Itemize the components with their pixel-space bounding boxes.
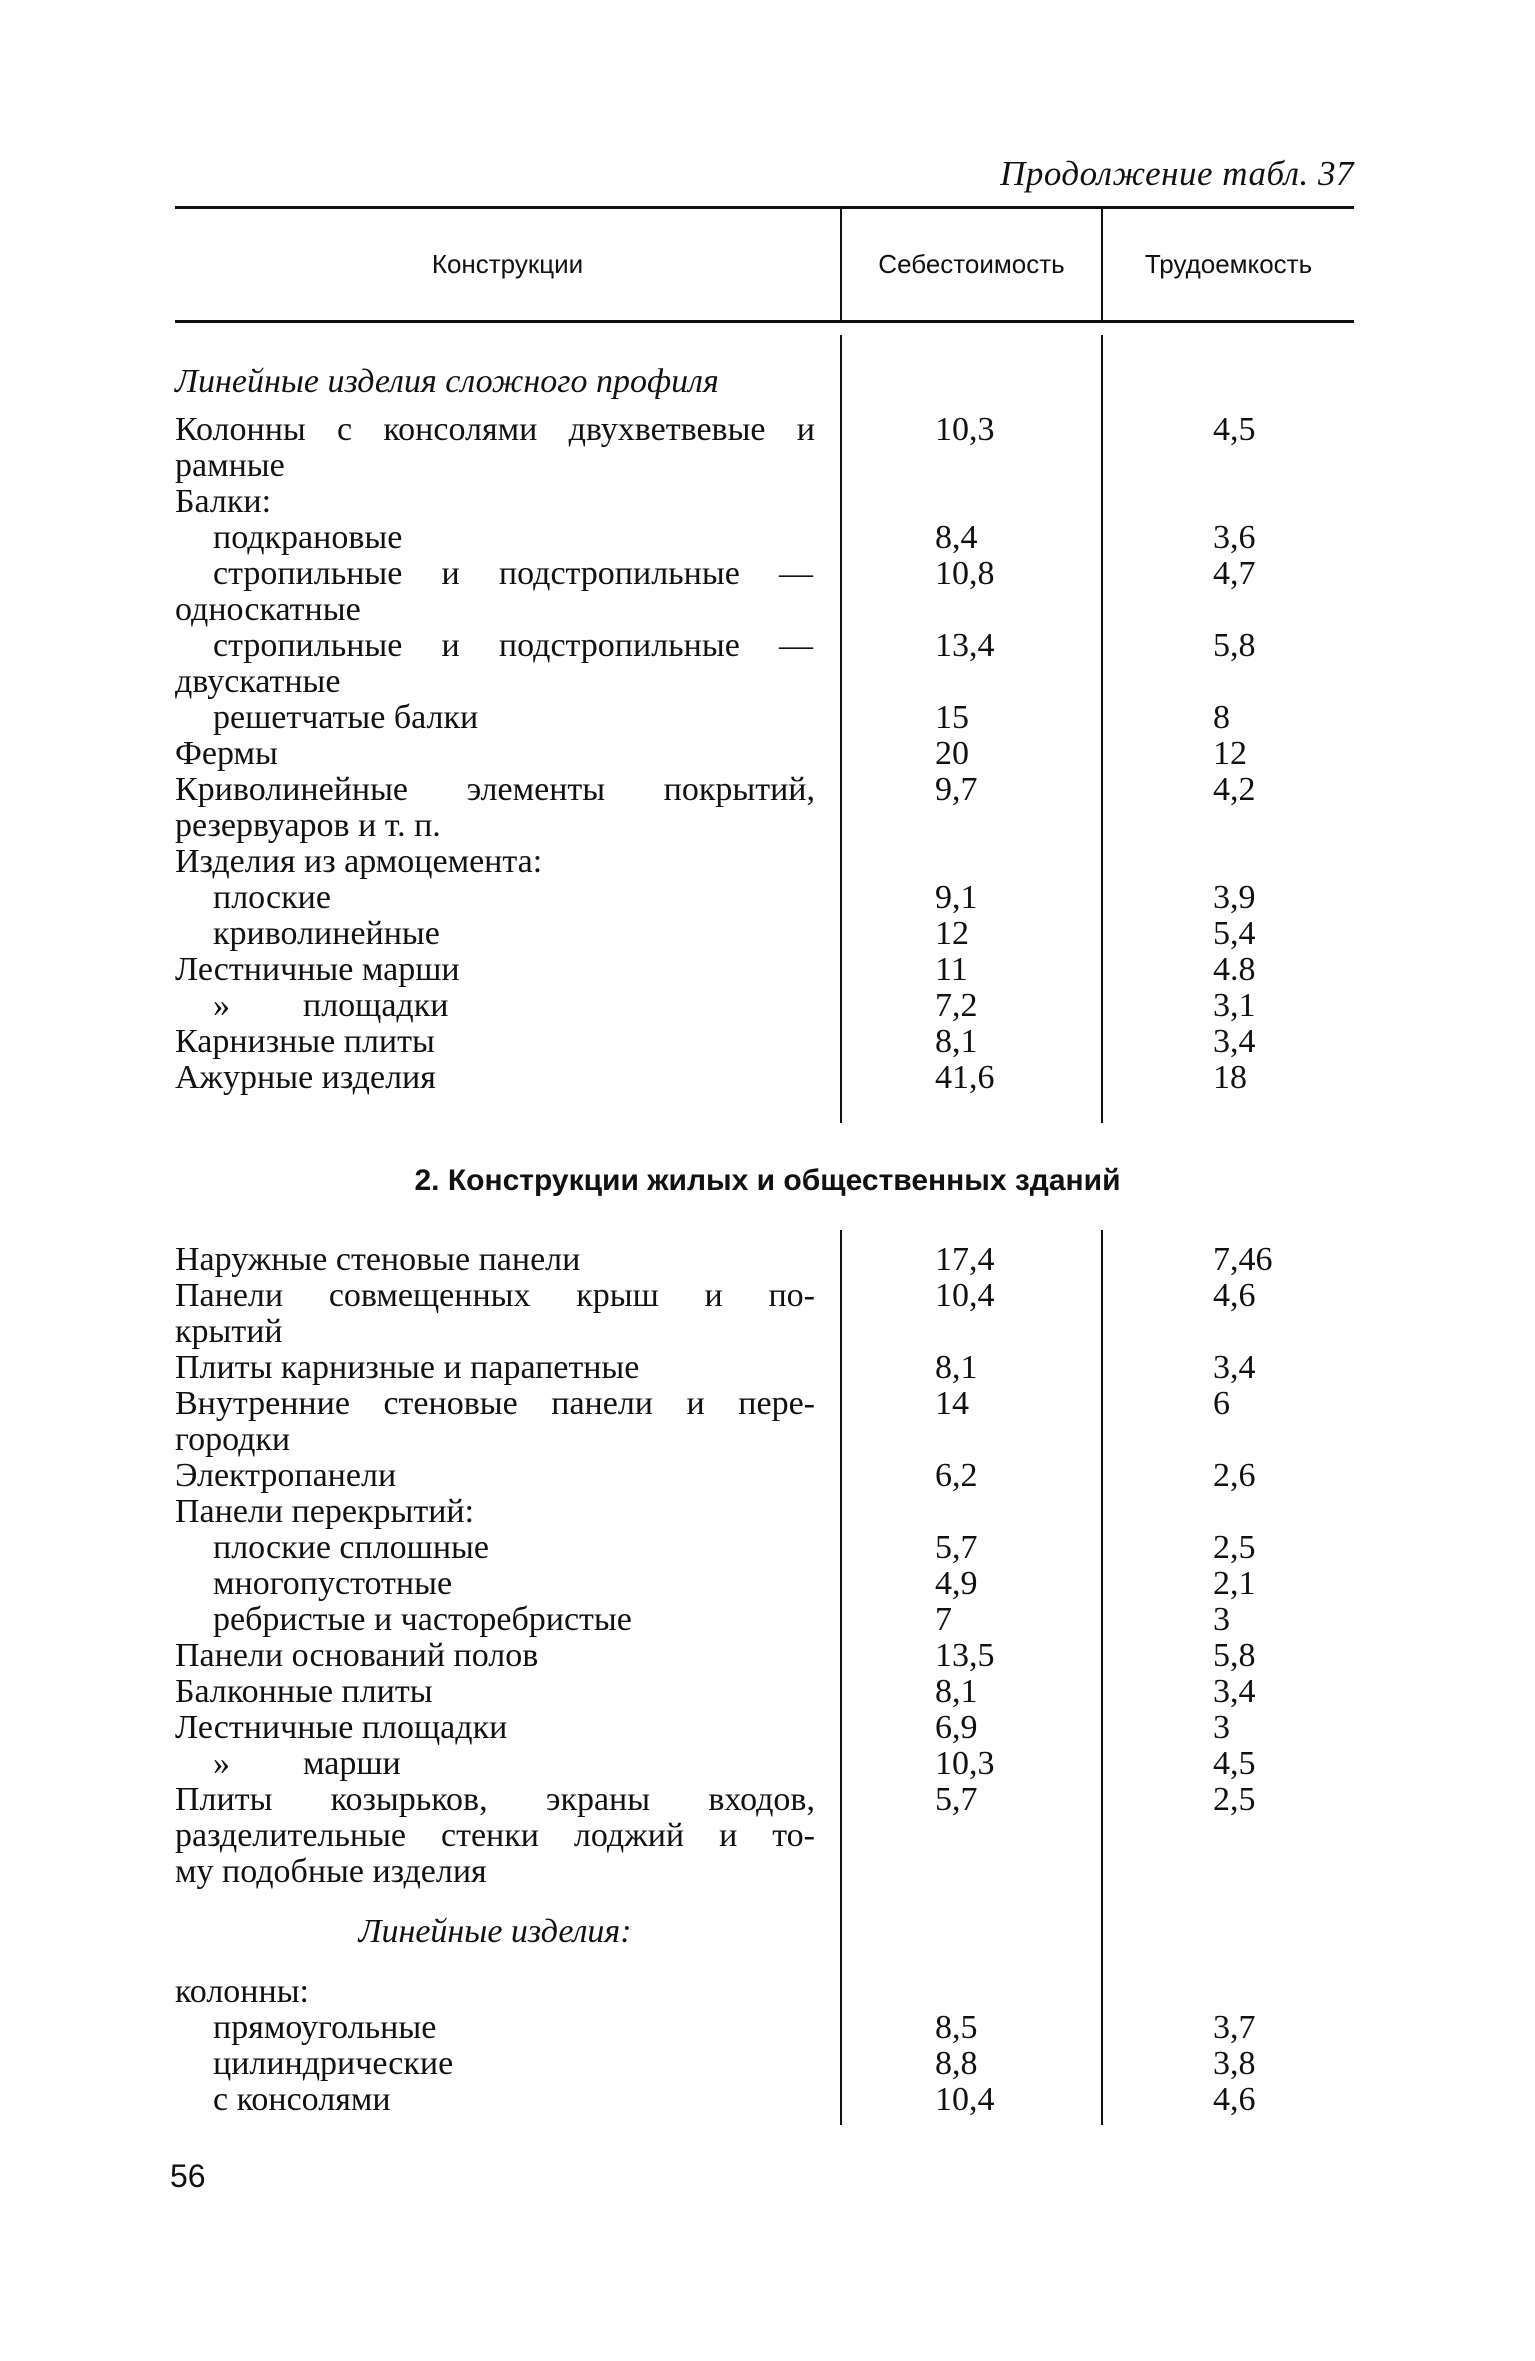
row-label: Панели совмещенных крыш и по- — [175, 1277, 815, 1314]
cost-value: 5,7 — [935, 1529, 978, 1566]
table-row — [0, 1024, 1535, 1060]
cost-value: 10,4 — [935, 1277, 995, 1314]
cost-value: 7,2 — [935, 987, 978, 1024]
ditto-mark: » — [213, 987, 230, 1024]
table-row — [0, 700, 1535, 736]
row-label-text: марши — [303, 1745, 401, 1782]
labor-value: 2,5 — [1213, 1529, 1256, 1566]
cost-value: 8,4 — [935, 519, 978, 556]
labor-value: 3,9 — [1213, 879, 1256, 916]
table-row — [0, 1386, 1535, 1422]
row-label: городки — [175, 1421, 291, 1458]
row-label: прямоугольные — [213, 2009, 437, 2046]
row-label: Балконные плиты — [175, 1673, 433, 1710]
row-label: Плиты козырьков, экраны входов, — [175, 1781, 815, 1818]
cost-value: 41,6 — [935, 1059, 995, 1096]
labor-value: 3,4 — [1213, 1023, 1256, 1060]
section1-title-text: Линейные изделия сложного профиля — [175, 363, 719, 400]
row-label: Внутренние стеновые панели и пере- — [175, 1385, 815, 1422]
row-label: Плиты карнизные и парапетные — [175, 1349, 640, 1386]
row-label: рамные — [175, 447, 285, 484]
section1-title — [0, 364, 1535, 400]
table-row — [0, 2010, 1535, 2046]
row-label: Карнизные плиты — [175, 1023, 435, 1060]
row-label: подкрановые — [213, 519, 403, 556]
labor-value: 3,1 — [1213, 987, 1256, 1024]
row-label: решетчатые балки — [213, 699, 479, 736]
cost-value: 14 — [935, 1385, 969, 1422]
cost-value: 4,9 — [935, 1565, 978, 1602]
table-row — [0, 2082, 1535, 2118]
table-row — [0, 448, 1535, 484]
row-label: Фермы — [175, 735, 278, 772]
row-label: Изделия из армоцемента: — [175, 843, 543, 880]
cost-value: 10,4 — [935, 2081, 995, 2118]
row-label — [213, 1746, 853, 1782]
row-label: Лестничные площадки — [175, 1709, 508, 1746]
labor-value: 2,5 — [1213, 1781, 1256, 1818]
labor-value: 5,8 — [1213, 1637, 1256, 1674]
table-row — [0, 664, 1535, 700]
row-label — [213, 988, 853, 1024]
labor-value: 3,4 — [1213, 1673, 1256, 1710]
cost-value: 20 — [935, 735, 969, 772]
cost-value: 9,7 — [935, 771, 978, 808]
table-row — [0, 1530, 1535, 1566]
labor-value: 3,4 — [1213, 1349, 1256, 1386]
header-labor: Трудоемкость — [1144, 249, 1313, 279]
table-row — [0, 1350, 1535, 1386]
table-row — [0, 916, 1535, 952]
table-row — [0, 1494, 1535, 1530]
row-label: цилиндрические — [213, 2045, 454, 2082]
row-label: стропильные и подстропильные — — [213, 555, 813, 592]
table-row — [0, 628, 1535, 664]
header-bottom-rule — [175, 320, 1354, 323]
labor-value: 7,46 — [1213, 1241, 1273, 1278]
row-label: Ажурные изделия — [175, 1059, 436, 1096]
labor-value: 4,7 — [1213, 555, 1256, 592]
row-label: плоские — [213, 879, 331, 916]
labor-value: 4,6 — [1213, 1277, 1256, 1314]
labor-value: 3,8 — [1213, 2045, 1256, 2082]
cost-value: 15 — [935, 699, 969, 736]
row-label: двускатные — [175, 663, 341, 700]
cost-value: 8,1 — [935, 1673, 978, 1710]
cost-value: 8,5 — [935, 2009, 978, 2046]
labor-value: 3,7 — [1213, 2009, 1256, 2046]
cost-value: 10,3 — [935, 411, 995, 448]
cost-value: 8,1 — [935, 1023, 978, 1060]
table-row — [0, 1638, 1535, 1674]
row-label: односкатные — [175, 591, 361, 628]
table-row — [0, 484, 1535, 520]
cost-value: 12 — [935, 915, 969, 952]
row-label-text: площадки — [303, 987, 449, 1024]
table-row — [0, 592, 1535, 628]
row-label: Колонны с консолями двухветвевые и — [175, 411, 815, 448]
cost-value: 11 — [935, 951, 968, 988]
table-row — [0, 1710, 1535, 1746]
table-row — [0, 1422, 1535, 1458]
row-label: многопустотные — [213, 1565, 453, 1602]
section2-subtitle — [0, 1914, 1535, 1950]
header-constructions: Конструкции — [431, 249, 584, 279]
labor-value: 4.8 — [1213, 951, 1256, 988]
cost-value: 10,3 — [935, 1745, 995, 1782]
table-row — [0, 2046, 1535, 2082]
cost-value: 7 — [935, 1601, 952, 1638]
row-label: криволинейные — [213, 915, 440, 952]
labor-value: 3 — [1213, 1601, 1230, 1638]
table-row — [0, 1854, 1535, 1890]
table-row — [0, 1278, 1535, 1314]
labor-value: 5,8 — [1213, 627, 1256, 664]
table-row — [0, 1674, 1535, 1710]
labor-value: 4,2 — [1213, 771, 1256, 808]
header-divider-2 — [1101, 209, 1103, 320]
ditto-mark: » — [213, 1745, 230, 1782]
table-row — [0, 880, 1535, 916]
labor-value: 2,1 — [1213, 1565, 1256, 1602]
row-label: Наружные стеновые панели — [175, 1241, 581, 1278]
row-label: Электропанели — [175, 1457, 397, 1494]
row-label: крытий — [175, 1313, 283, 1350]
header-cost: Себестоимость — [878, 249, 1065, 279]
cost-value: 5,7 — [935, 1781, 978, 1818]
table-row — [0, 808, 1535, 844]
cost-value: 13,5 — [935, 1637, 995, 1674]
labor-value: 3 — [1213, 1709, 1230, 1746]
row-label: ребристые и часторебристые — [213, 1601, 632, 1638]
labor-value: 6 — [1213, 1385, 1230, 1422]
row-label: Панели перекрытий: — [175, 1493, 475, 1530]
table-row — [0, 1782, 1535, 1818]
cost-value: 6,9 — [935, 1709, 978, 1746]
row-label: резервуаров и т. п. — [175, 807, 441, 844]
continuation-label: Продолжение табл. 37 — [1000, 154, 1354, 193]
row-label: му подобные изделия — [175, 1853, 487, 1890]
table-row — [0, 556, 1535, 592]
cost-value: 10,8 — [935, 555, 995, 592]
labor-value: 8 — [1213, 699, 1230, 736]
table-row — [0, 988, 1535, 1024]
row-label: с консолями — [213, 2081, 391, 2118]
table-row — [0, 1060, 1535, 1096]
table-row — [0, 520, 1535, 556]
table-row — [0, 1566, 1535, 1602]
row-label: плоские сплошные — [213, 1529, 489, 1566]
table-row — [0, 772, 1535, 808]
cost-value: 13,4 — [935, 627, 995, 664]
table-row — [0, 1602, 1535, 1638]
labor-value: 4,5 — [1213, 411, 1256, 448]
labor-value: 18 — [1213, 1059, 1247, 1096]
cost-value: 17,4 — [935, 1241, 995, 1278]
cost-value: 8,8 — [935, 2045, 978, 2082]
row-label: колонны: — [175, 1973, 309, 2010]
section2-subtitle-text: Линейные изделия: — [358, 1913, 632, 1950]
table-row — [0, 412, 1535, 448]
labor-value: 12 — [1213, 735, 1247, 772]
row-label: разделительные стенки лоджий и то- — [175, 1817, 815, 1854]
row-label: стропильные и подстропильные — — [213, 627, 813, 664]
table-row — [0, 1314, 1535, 1350]
section2-title: 2. Конструкции жилых и общественных зданий — [414, 1164, 1121, 1197]
table-row — [0, 1746, 1535, 1782]
table-row — [0, 952, 1535, 988]
labor-value: 4,6 — [1213, 2081, 1256, 2118]
header-divider-1 — [840, 209, 842, 320]
table-row — [0, 844, 1535, 880]
cost-value: 8,1 — [935, 1349, 978, 1386]
labor-value: 4,5 — [1213, 1745, 1256, 1782]
labor-value: 2,6 — [1213, 1457, 1256, 1494]
labor-value: 3,6 — [1213, 519, 1256, 556]
table-row — [0, 1458, 1535, 1494]
table-row — [0, 1818, 1535, 1854]
row-label: Лестничные марши — [175, 951, 460, 988]
table-row — [0, 736, 1535, 772]
table-row — [0, 1974, 1535, 2010]
cost-value: 6,2 — [935, 1457, 978, 1494]
row-label: Балки: — [175, 483, 272, 520]
cost-value: 9,1 — [935, 879, 978, 916]
row-label: Криволинейные элементы покрытий, — [175, 771, 815, 808]
page-number: 56 — [170, 2158, 206, 2194]
table-row — [0, 1242, 1535, 1278]
labor-value: 5,4 — [1213, 915, 1256, 952]
row-label: Панели оснований полов — [175, 1637, 539, 1674]
